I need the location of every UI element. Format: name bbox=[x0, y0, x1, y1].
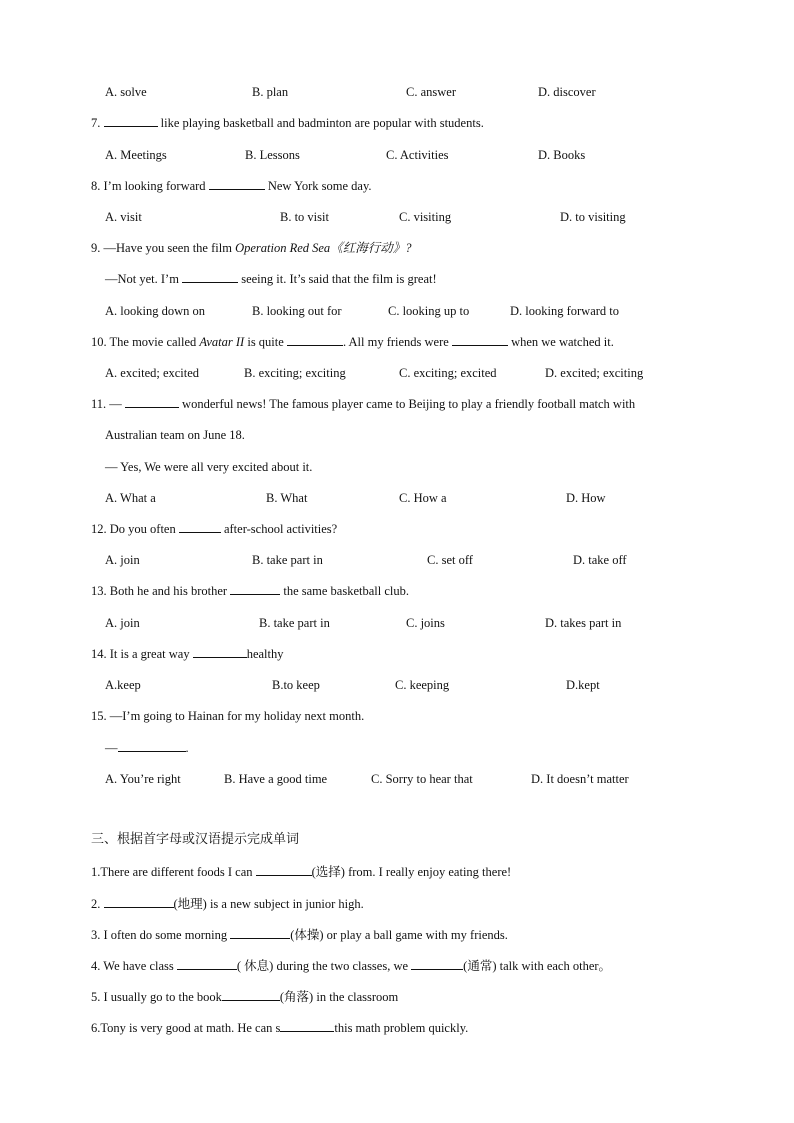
q12-option-b: B. take part in bbox=[252, 553, 323, 567]
q13-stem: 13. Both he and his brother the same basketball club. bbox=[91, 584, 409, 598]
q15-option-c: C. Sorry to hear that bbox=[371, 772, 473, 786]
section-3-title: 三、根据首字母或汉语提示完成单词 bbox=[91, 832, 300, 847]
q11-reply: — Yes, We were all very excited about it. bbox=[105, 460, 313, 474]
q12-option-c: C. set off bbox=[427, 553, 473, 567]
s3-q6: 6.Tony is very good at math. He can s this math problem quickly. bbox=[91, 1021, 469, 1035]
q13-option-a: A. join bbox=[105, 616, 140, 630]
q15-blank bbox=[118, 740, 186, 752]
q7-option-d: D. Books bbox=[538, 148, 586, 162]
q7-blank bbox=[104, 115, 158, 127]
q10-option-c: C. exciting; excited bbox=[399, 366, 497, 380]
q9-option-c: C. looking up to bbox=[388, 304, 470, 318]
q6-option-b: B. plan bbox=[252, 85, 289, 99]
q13-option-b: B. take part in bbox=[259, 616, 330, 630]
q15-reply: — . bbox=[105, 741, 189, 755]
q7-option-b: B. Lessons bbox=[245, 148, 300, 162]
q7-option-a: A. Meetings bbox=[105, 148, 167, 162]
q13-option-c: C. joins bbox=[406, 616, 445, 630]
s3-q3-blank bbox=[230, 927, 290, 939]
s3-q5-blank bbox=[222, 989, 280, 1001]
q11-stem: 11. — wonderful news! The famous player came to Beijing to play a friendly football match with bbox=[91, 397, 636, 411]
q13-option-d: D. takes part in bbox=[545, 616, 622, 630]
s3-q3: 3. I often do some morning (体操) or play a ball game with my friends. bbox=[91, 928, 508, 942]
q14-option-d: D.kept bbox=[566, 678, 600, 692]
q8-option-d: D. to visiting bbox=[560, 210, 626, 224]
q8-stem: 8. I’m looking forward New York some day. bbox=[91, 179, 372, 193]
q9-film-title: Operation Red Sea bbox=[235, 241, 331, 255]
q11-stem-line2: Australian team on June 18. bbox=[105, 428, 245, 442]
q15-stem: 15. —I’m going to Hainan for my holiday next month. bbox=[91, 709, 365, 723]
q7-stem: 7. like playing basketball and badminton are popular with students. bbox=[91, 116, 484, 130]
q10-option-b: B. exciting; exciting bbox=[244, 366, 346, 380]
q14-option-b: B.to keep bbox=[272, 678, 320, 692]
q14-stem: 14. It is a great way healthy bbox=[91, 647, 284, 661]
q14-option-c: C. keeping bbox=[395, 678, 450, 692]
q6-option-a: A. solve bbox=[105, 85, 147, 99]
s3-q2: 2. (地理) is a new subject in junior high. bbox=[91, 897, 364, 911]
q12-option-d: D. take off bbox=[573, 553, 627, 567]
s3-q4-blank-2 bbox=[411, 958, 463, 970]
q6-option-d: D. discover bbox=[538, 85, 596, 99]
q10-option-a: A. excited; excited bbox=[105, 366, 200, 380]
q12-option-a: A. join bbox=[105, 553, 140, 567]
q9-reply: —Not yet. I’m seeing it. It’s said that the film is great! bbox=[105, 272, 437, 286]
q11-option-c: C. How a bbox=[399, 491, 447, 505]
s3-q1-blank bbox=[256, 864, 312, 876]
q10-film-title: Avatar II bbox=[199, 335, 245, 349]
q9-option-d: D. looking forward to bbox=[510, 304, 620, 318]
q8-blank bbox=[209, 178, 265, 190]
q6-option-c: C. answer bbox=[406, 85, 456, 99]
q10-blank-1 bbox=[287, 334, 343, 346]
q8-option-c: C. visiting bbox=[399, 210, 452, 224]
q9-option-b: B. looking out for bbox=[252, 304, 342, 318]
s3-q1: 1.There are different foods I can (选择) from. I really enjoy eating there! bbox=[91, 865, 512, 879]
q14-option-a: A.keep bbox=[105, 678, 141, 692]
s3-q2-blank bbox=[104, 896, 174, 908]
q11-blank bbox=[125, 396, 179, 408]
q10-blank-2 bbox=[452, 334, 508, 346]
q9-stem: 9. —Have you seen the film Operation Red Sea《红海行动》? bbox=[91, 241, 412, 255]
s3-q4-blank-1 bbox=[177, 958, 237, 970]
q8-option-a: A. visit bbox=[105, 210, 142, 224]
q7-option-c: C. Activities bbox=[386, 148, 449, 162]
q9-option-a: A. looking down on bbox=[105, 304, 205, 318]
q15-option-b: B. Have a good time bbox=[224, 772, 328, 786]
q9-blank bbox=[182, 271, 238, 283]
q10-stem: 10. The movie called Avatar II is quite . All my friends were when we watched it. bbox=[91, 335, 614, 349]
s3-q5: 5. I usually go to the book (角落) in the classroom bbox=[91, 990, 399, 1004]
q11-option-a: A. What a bbox=[105, 491, 156, 505]
q15-option-a: A. You’re right bbox=[105, 772, 181, 786]
s3-q6-blank bbox=[280, 1020, 334, 1032]
q11-option-d: D. How bbox=[566, 491, 606, 505]
q13-blank bbox=[230, 583, 280, 595]
q14-blank bbox=[193, 646, 247, 658]
q15-option-d: D. It doesn’t matter bbox=[531, 772, 629, 786]
q12-stem: 12. Do you often after-school activities? bbox=[91, 522, 338, 536]
q12-blank bbox=[179, 521, 221, 533]
q11-option-b: B. What bbox=[266, 491, 308, 505]
q10-option-d: D. excited; exciting bbox=[545, 366, 644, 380]
q8-option-b: B. to visit bbox=[280, 210, 329, 224]
s3-q4: 4. We have class ( 休息) during the two classes, we (通常) talk with each other。 bbox=[91, 959, 612, 973]
